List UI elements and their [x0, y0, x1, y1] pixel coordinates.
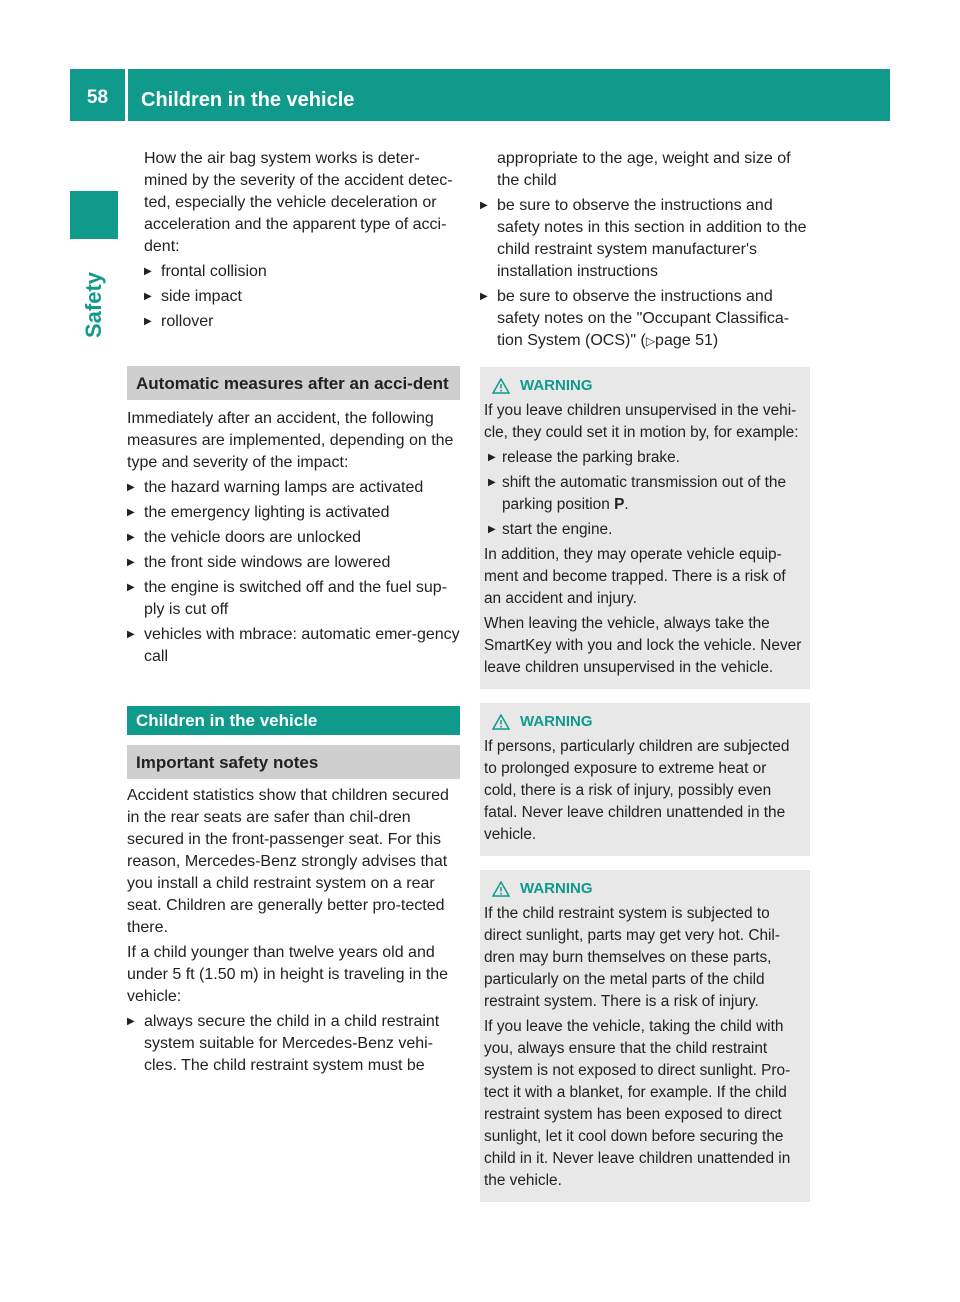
right-column	[480, 148, 810, 1202]
warning-text: If persons, particularly children are subjected to prolonged exposure to extreme heat or cold, there is a risk of injury, possibly even fatal. Never leave children unattended in the vehicle.	[484, 738, 790, 843]
warning-triangle-icon	[492, 881, 510, 897]
page-ref-link[interactable]: page 51)	[655, 332, 719, 349]
gear-position-p: P	[614, 496, 625, 513]
right-list	[480, 195, 810, 352]
page-number: 58	[86, 87, 109, 108]
warning-header	[484, 375, 802, 397]
intro-paragraph: How the air bag system works is deter-mined by the severity of the accident detec-ted, especially the vehicle deceleration or acceleration and the apparent type of acci-dent:	[144, 150, 453, 255]
warning-label: WARNING	[520, 377, 593, 394]
section-heading-safety-notes: Important safety notes	[127, 745, 460, 779]
list-item: ▶ release the parking brake.	[484, 447, 802, 469]
list-item: ▶ rollover	[144, 311, 460, 333]
list-item: ▶ always secure the child in a child restraint system suitable for Mercedes-Benz vehi-cles. The child restraint system must be	[127, 1011, 460, 1077]
list-item: ▶ frontal collision	[144, 261, 460, 283]
warning-header	[484, 878, 802, 900]
intro-list	[127, 261, 460, 333]
section2-list	[127, 1011, 460, 1077]
list-item-text: shift the automatic transmission out of the parking position	[502, 474, 787, 513]
chapter-heading: Children in the vehicle	[127, 706, 460, 735]
warning-box-heat	[480, 703, 810, 856]
section1-list	[127, 477, 460, 668]
left-column	[127, 148, 460, 1077]
list-item: ▶ start the engine.	[484, 519, 802, 541]
warning-list	[484, 447, 802, 541]
ocs-text: be sure to observe the instructions and safety notes on the "Occupant Classifica-tion System (OCS)" (	[497, 288, 790, 349]
warning-text: If the child restraint system is subjected to direct sunlight, parts may get very hot. Chil-dren may burn themselves on these parts, particularly on the metal parts of the child restraint system. There is a risk of injury.	[484, 905, 780, 1010]
warning-label: WARNING	[520, 880, 593, 897]
warning-text: When leaving the vehicle, always take the SmartKey with you and lock the vehicle. Never leave children unsupervised in the vehicle.	[484, 615, 802, 676]
warning-box-unsupervised	[480, 367, 810, 689]
continuation-text: appropriate to the age, weight and size of the child	[497, 150, 791, 189]
list-item	[484, 472, 802, 516]
list-item: ▶ the hazard warning lamps are activated	[127, 477, 460, 499]
list-item: ▶ the front side windows are lowered	[127, 552, 460, 574]
list-item: ▶ be sure to observe the instructions and safety notes in this section in addition to the child restraint system manufacturer's installation instructions	[480, 195, 810, 283]
warning-text: If you leave children unsupervised in the vehi-cle, they could set it in motion by, for example:	[484, 402, 799, 441]
side-tab	[71, 250, 117, 360]
side-tab-label: Safety	[81, 271, 106, 339]
header-title: Children in the vehicle	[141, 89, 355, 111]
warning-triangle-icon	[492, 714, 510, 730]
page-ref-arrow-icon: ▷	[645, 334, 656, 348]
section1-paragraph: Immediately after an accident, the following measures are implemented, depending on the type and severity of the impact:	[127, 410, 454, 471]
header-separator	[125, 69, 128, 121]
warning-label: WARNING	[520, 713, 593, 730]
list-item: ▶ the engine is switched off and the fuel sup-ply is cut off	[127, 577, 460, 621]
warning-triangle-icon	[492, 378, 510, 394]
warning-text: If you leave the vehicle, taking the child with you, always ensure that the child restraint system is not exposed to direct sunlight. Pro-tect it with a blanket, for example. If the child restraint system has been exposed to direct sunlight, let it cool down before securing the child in it. Never leave children unattended in the vehicle.	[484, 1018, 791, 1189]
list-item	[480, 286, 810, 352]
side-tab-marker	[70, 191, 118, 239]
warning-text: In addition, they may operate vehicle equip-ment and become trapped. There is a risk of an accident and injury.	[484, 546, 786, 607]
list-item: ▶ the emergency lighting is activated	[127, 502, 460, 524]
warning-header	[484, 711, 802, 733]
warning-box-sunlight	[480, 870, 810, 1202]
section2-paragraph-2: If a child younger than twelve years old and under 5 ft (1.50 m) in height is traveling in the vehicle:	[127, 944, 449, 1005]
list-item-text: .	[624, 496, 629, 513]
list-item: ▶ side impact	[144, 286, 460, 308]
section2-paragraph-1: Accident statistics show that children secured in the rear seats are safer than chil-dren secured in the front-passenger seat. For this reason, Mercedes-Benz strongly advises that you install a child restraint system on a rear seat. Children are generally better pro-tected there.	[127, 787, 449, 936]
section-heading-automatic-measures: Automatic measures after an acci-dent	[127, 366, 460, 400]
list-item: ▶ the vehicle doors are unlocked	[127, 527, 460, 549]
list-item: ▶ vehicles with mbrace: automatic emer-gency call	[127, 624, 460, 668]
